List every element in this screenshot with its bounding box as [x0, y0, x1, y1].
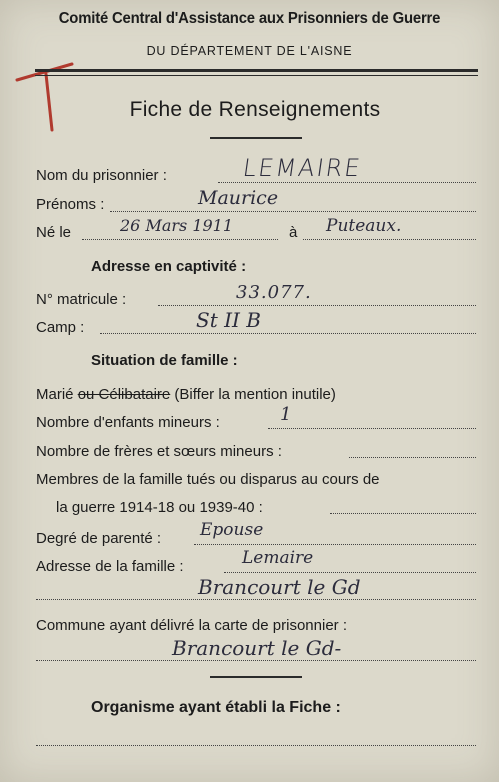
line-prenoms [110, 211, 476, 212]
marital-status-line [36, 386, 336, 403]
line-date [82, 239, 278, 240]
label-enfants: Nombre d'enfants mineurs : [36, 414, 220, 431]
line-commune-carte [36, 660, 476, 661]
line-freres-soeurs [349, 457, 476, 458]
label-camp: Camp : [36, 319, 85, 336]
label-parente: Degré de parenté : [36, 530, 162, 547]
line-adresse-famille-1 [224, 572, 476, 573]
line-organisme [36, 745, 476, 746]
line-enfants [268, 428, 476, 429]
header-divider-thick [35, 69, 478, 72]
department-subheader: DU DÉPARTEMENT DE L'AISNE [146, 44, 353, 58]
line-matricule [158, 305, 476, 306]
label-nom: Nom du prisonnier : [36, 167, 167, 184]
label-commune-carte: Commune ayant délivré la carte de prisonnier : [36, 617, 347, 634]
value-enfants: 1 [280, 404, 292, 425]
heading-organisme: Organisme ayant établi la Fiche : [91, 699, 341, 716]
red-pencil-mark-icon [14, 56, 84, 136]
value-commune-carte: Brancourt le Gd- [172, 636, 342, 660]
heading-situation-famille: Situation de famille : [91, 352, 238, 369]
line-camp [100, 333, 476, 334]
value-matricule: 33.077. [236, 282, 312, 303]
label-marie: Marié [36, 386, 74, 403]
line-nom [218, 182, 476, 183]
organization-header: Comité Central d'Assistance aux Prisonniers de Guerre [58, 10, 441, 27]
label-adresse-famille: Adresse de la famille : [36, 558, 184, 575]
value-lieu-naissance: Puteaux. [326, 216, 402, 236]
label-prenoms: Prénoms : [36, 196, 105, 213]
label-matricule: N° matricule : [36, 291, 127, 308]
line-membres-tues [330, 513, 476, 514]
page-title: Fiche de Renseignements [129, 98, 381, 121]
header-divider-thin [35, 75, 478, 76]
label-celibataire-struck: ou Célibataire [77, 386, 171, 403]
value-adresse-famille-2: Brancourt le Gd [198, 575, 361, 599]
line-lieu [303, 239, 476, 240]
label-biffer-note: (Biffer la mention inutile) [174, 386, 336, 403]
value-date-naissance: 26 Mars 1911 [120, 216, 234, 235]
value-adresse-famille-1: Lemaire [242, 548, 314, 568]
heading-adresse-captivite: Adresse en captivité : [91, 258, 247, 275]
value-parente: Epouse [200, 520, 264, 540]
line-adresse-famille-2 [36, 599, 476, 600]
label-freres-soeurs: Nombre de frères et sœurs mineurs : [36, 443, 282, 460]
value-camp: St II B [196, 308, 261, 332]
label-ne-le: Né le [36, 224, 72, 241]
label-membres-tues-line1: Membres de la famille tués ou disparus au cours de [36, 471, 380, 488]
section-divider [210, 676, 302, 678]
value-prenoms: Maurice [198, 187, 279, 209]
label-membres-tues-line2: la guerre 1914-18 ou 1939-40 : [56, 499, 263, 516]
title-underline [210, 137, 302, 139]
line-parente [194, 544, 476, 545]
label-a: à [289, 224, 298, 241]
value-nom: LEMAIRE [241, 154, 364, 182]
